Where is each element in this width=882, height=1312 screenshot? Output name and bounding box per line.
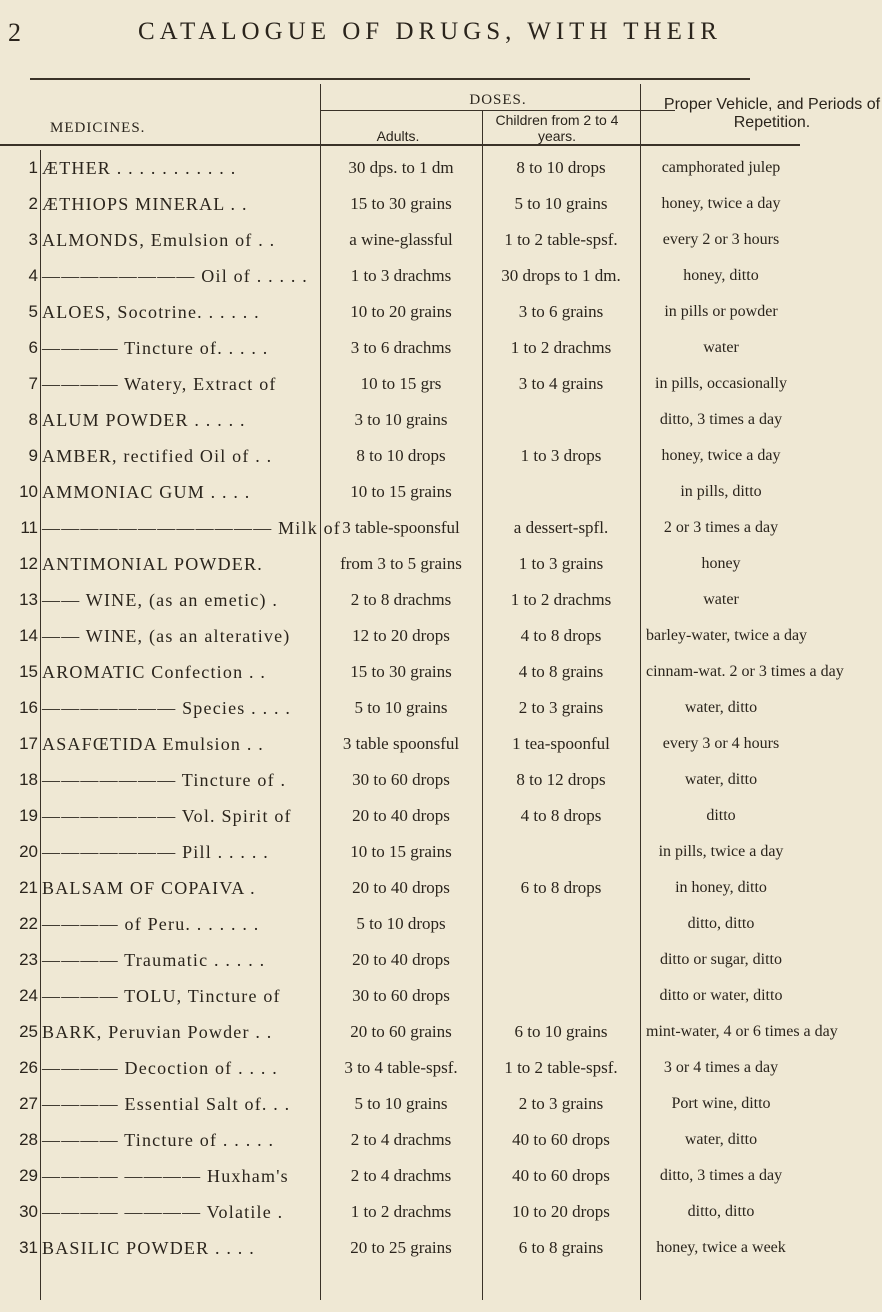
table-header — [0, 84, 881, 144]
header-rule — [0, 144, 800, 146]
table-row — [0, 762, 800, 798]
row-number: 16 — [19, 698, 38, 717]
medicine-name: ÆTHER . . . . . . . . . . . — [42, 158, 237, 178]
table-row — [0, 186, 800, 222]
table-row — [0, 690, 800, 726]
child-dose: 2 to 3 grains — [518, 1094, 604, 1113]
row-number: 12 — [19, 554, 38, 573]
row-number: 2 — [28, 194, 38, 213]
medicine-name: ———————————— Milk of — [42, 518, 342, 538]
row-number: 6 — [28, 338, 38, 357]
vehicle-repetition: honey, twice a day — [661, 195, 781, 212]
adult-dose: 3 table spoonsful — [342, 734, 460, 753]
adult-dose: 15 to 30 grains — [350, 194, 452, 213]
child-dose: 1 to 2 drachms — [510, 590, 612, 609]
medicine-name: BALSAM OF COPAIVA . — [42, 878, 256, 898]
row-number: 31 — [19, 1238, 38, 1257]
table-row — [0, 1014, 838, 1050]
row-number: 5 — [28, 302, 38, 321]
child-dose: 6 to 10 grains — [514, 1022, 608, 1041]
adult-dose: 30 dps. to 1 dm — [348, 158, 454, 177]
table-row — [0, 438, 800, 474]
medicine-name: ALUM POWDER . . . . . — [42, 410, 246, 430]
vehicle-repetition: ditto or water, ditto — [659, 987, 783, 1004]
adult-dose: 20 to 40 drops — [352, 806, 450, 825]
row-number: 26 — [19, 1058, 38, 1077]
row-number: 25 — [19, 1022, 38, 1041]
table-row — [0, 906, 800, 942]
header-doses: DOSES. — [469, 92, 527, 108]
vehicle-repetition: ditto, ditto — [687, 1203, 755, 1220]
medicine-name: ——————— Species . . . . — [42, 698, 292, 718]
child-dose: 4 to 8 drops — [520, 806, 602, 825]
vehicle-repetition: 3 or 4 times a day — [663, 1059, 779, 1076]
vehicle-repetition: water, ditto — [684, 1131, 758, 1148]
child-dose: 3 to 6 grains — [518, 302, 604, 321]
adult-dose: 5 to 10 drops — [356, 914, 446, 933]
vehicle-repetition: ditto, ditto — [687, 915, 755, 932]
child-dose: 1 to 2 table-spsf. — [504, 230, 618, 249]
medicine-name: ANTIMONIAL POWDER. — [42, 554, 263, 574]
running-title: CATALOGUE OF DRUGS, WITH THEIR — [138, 18, 722, 45]
child-dose: 6 to 8 drops — [520, 878, 602, 897]
adult-dose: 30 to 60 drops — [352, 770, 450, 789]
table-row — [0, 942, 800, 978]
child-dose: 40 to 60 drops — [512, 1166, 610, 1185]
table-row — [0, 258, 800, 294]
table-row — [0, 1158, 800, 1194]
row-number: 18 — [19, 770, 38, 789]
table-row — [0, 510, 800, 546]
adult-dose: 2 to 8 drachms — [350, 590, 452, 609]
vehicle-repetition: in pills, ditto — [680, 483, 762, 500]
table-row — [0, 798, 800, 834]
adult-dose: from 3 to 5 grains — [340, 554, 462, 573]
adult-dose: 8 to 10 drops — [356, 446, 446, 465]
table-row — [0, 726, 800, 762]
page-number: 2 — [8, 18, 21, 47]
medicine-name: —— WINE, (as an emetic) . — [42, 590, 279, 610]
child-dose: 1 to 2 drachms — [510, 338, 612, 357]
row-number: 27 — [19, 1094, 38, 1113]
row-number: 11 — [20, 518, 38, 537]
vehicle-repetition: 2 or 3 times a day — [663, 519, 779, 536]
vehicle-repetition: ditto — [706, 807, 736, 824]
medicine-name: ÆTHIOPS MINERAL . . — [42, 194, 248, 214]
adult-dose: 3 to 10 grains — [354, 410, 448, 429]
medicine-name: ———— of Peru. . . . . . . — [42, 914, 260, 934]
vehicle-repetition: honey, twice a day — [661, 447, 781, 464]
vehicle-repetition: water, ditto — [684, 699, 758, 716]
vehicle-repetition: Port wine, ditto — [671, 1095, 771, 1112]
adult-dose: 20 to 25 grains — [350, 1238, 452, 1257]
table-row — [0, 1122, 800, 1158]
child-dose: 1 to 3 grains — [518, 554, 604, 573]
table-row — [0, 1050, 800, 1086]
adult-dose: 1 to 2 drachms — [350, 1202, 452, 1221]
table-row — [0, 618, 808, 654]
row-number: 9 — [28, 446, 38, 465]
adult-dose: 1 to 3 drachms — [350, 266, 452, 285]
vehicle-repetition: honey — [701, 555, 741, 572]
medicine-name: ——————— Pill . . . . . — [42, 842, 269, 862]
medicine-name: ———— ———— Volatile . — [42, 1202, 284, 1222]
adult-dose: 20 to 40 drops — [352, 878, 450, 897]
vehicle-repetition: ditto, 3 times a day — [659, 1167, 783, 1184]
row-number: 10 — [19, 482, 38, 501]
table-row — [0, 834, 800, 870]
medicine-name: ———— Tincture of. . . . . — [42, 338, 269, 358]
child-dose: 30 drops to 1 dm. — [501, 266, 621, 285]
adult-dose: 5 to 10 grains — [354, 698, 448, 717]
adult-dose: 30 to 60 drops — [352, 986, 450, 1005]
vehicle-repetition: in pills, twice a day — [658, 843, 784, 860]
vehicle-repetition: cinnam-wat. 2 or 3 times a day — [646, 663, 844, 680]
row-number: 8 — [28, 410, 38, 429]
medicine-name: ———— Decoction of . . . . — [42, 1058, 278, 1078]
table-row — [0, 330, 800, 366]
table-row — [0, 366, 800, 402]
medicine-name: BARK, Peruvian Powder . . — [42, 1022, 273, 1042]
child-dose: 1 to 2 table-spsf. — [504, 1058, 618, 1077]
child-dose: 10 to 20 drops — [512, 1202, 610, 1221]
row-number: 3 — [28, 230, 38, 249]
child-dose: 4 to 8 drops — [520, 626, 602, 645]
medicine-name: ———— Watery, Extract of — [42, 374, 277, 394]
medicine-name: ——————— Tincture of . — [42, 770, 287, 790]
row-number: 20 — [19, 842, 38, 861]
medicine-name: ——————— Vol. Spirit of — [42, 806, 292, 826]
child-dose: 6 to 8 grains — [518, 1238, 604, 1257]
row-number: 14 — [19, 626, 38, 645]
header-medicines: MEDICINES. — [50, 120, 146, 136]
vehicle-repetition: honey, twice a week — [656, 1239, 786, 1256]
vehicle-repetition: water — [703, 591, 739, 608]
table-row — [0, 978, 800, 1014]
adult-dose: 5 to 10 grains — [354, 1094, 448, 1113]
adult-dose: 3 to 4 table-spsf. — [344, 1058, 458, 1077]
medicine-name: AMBER, rectified Oil of . . — [42, 446, 273, 466]
medicine-name: ———— ———— Huxham's — [42, 1166, 289, 1186]
table-row — [0, 222, 800, 258]
adult-dose: 10 to 15 grains — [350, 482, 452, 501]
adult-dose: 10 to 15 grs — [360, 374, 442, 393]
vehicle-repetition: in honey, ditto — [675, 879, 767, 896]
adult-dose: 15 to 30 grains — [350, 662, 452, 681]
vehicle-repetition: every 3 or 4 hours — [662, 735, 780, 752]
medicine-name: ———— Tincture of . . . . . — [42, 1130, 275, 1150]
child-dose: 1 to 3 drops — [520, 446, 602, 465]
row-number: 28 — [19, 1130, 38, 1149]
vehicle-repetition: in pills or powder — [664, 303, 778, 320]
medicine-name: BASILIC POWDER . . . . — [42, 1238, 255, 1258]
vehicle-repetition: ditto, 3 times a day — [659, 411, 783, 428]
child-dose: 4 to 8 grains — [518, 662, 604, 681]
medicine-name: ALOES, Socotrine. . . . . . — [42, 302, 260, 322]
header-children: Children from 2 to 4 years. — [495, 112, 619, 144]
row-number: 15 — [19, 662, 38, 681]
row-number: 17 — [19, 734, 38, 753]
row-number: 30 — [19, 1202, 38, 1221]
adult-dose: 2 to 4 drachms — [350, 1166, 452, 1185]
table-row — [0, 402, 800, 438]
vehicle-repetition: every 2 or 3 hours — [662, 231, 780, 248]
medicine-name: AROMATIC Confection . . — [42, 662, 267, 682]
row-number: 22 — [19, 914, 38, 933]
vehicle-repetition: camphorated julep — [661, 159, 781, 176]
child-dose: a dessert-spfl. — [513, 518, 609, 537]
vehicle-repetition: mint-water, 4 or 6 times a day — [646, 1023, 838, 1040]
table-row — [0, 654, 844, 690]
adult-dose: 20 to 40 drops — [352, 950, 450, 969]
row-number: 23 — [19, 950, 38, 969]
medicine-name: ALMONDS, Emulsion of . . — [42, 230, 276, 250]
vehicle-repetition: barley-water, twice a day — [646, 627, 808, 644]
row-number: 24 — [19, 986, 38, 1005]
child-dose: 3 to 4 grains — [518, 374, 604, 393]
table-row — [0, 546, 800, 582]
vehicle-repetition: honey, ditto — [683, 267, 759, 284]
adult-dose: 20 to 60 grains — [350, 1022, 452, 1041]
top-rule — [30, 78, 750, 80]
vehicle-repetition: ditto or sugar, ditto — [659, 951, 782, 968]
child-dose: 2 to 3 grains — [518, 698, 604, 717]
adult-dose: 3 to 6 drachms — [350, 338, 452, 357]
medicine-name: ———————— Oil of . . . . . — [42, 266, 308, 286]
header-vehicle: Proper Vehicle, and Periods of Repetition. — [663, 96, 881, 131]
header-adults: Adults. — [376, 128, 420, 144]
child-dose: 1 tea-spoonful — [512, 734, 610, 753]
medicine-name: ———— Traumatic . . . . . — [42, 950, 266, 970]
table-row — [0, 1086, 800, 1122]
row-number: 7 — [28, 374, 38, 393]
table-row — [0, 1230, 800, 1266]
medicine-name: —— WINE, (as an alterative) — [42, 626, 291, 646]
vehicle-repetition: in pills, occasionally — [655, 375, 787, 392]
row-number: 4 — [28, 266, 38, 285]
table-row — [0, 582, 800, 618]
adult-dose: 10 to 20 grains — [350, 302, 452, 321]
vehicle-repetition: water — [703, 339, 739, 356]
medicine-name: ———— Essential Salt of. . . — [42, 1094, 291, 1114]
medicine-name: ———— TOLU, Tincture of — [42, 986, 281, 1006]
medicine-name: ASAFŒTIDA Emulsion . . — [42, 734, 264, 754]
table-row — [0, 294, 800, 330]
row-number: 13 — [19, 590, 38, 609]
table-row — [0, 1194, 800, 1230]
table-row — [0, 474, 800, 510]
vehicle-repetition: water, ditto — [684, 771, 758, 788]
row-number: 29 — [19, 1166, 38, 1185]
adult-dose: 2 to 4 drachms — [350, 1130, 452, 1149]
row-number: 1 — [28, 158, 38, 177]
table-row — [0, 150, 800, 186]
row-number: 19 — [19, 806, 38, 825]
medicine-name: AMMONIAC GUM . . . . — [42, 482, 251, 502]
doses-underline — [320, 110, 675, 111]
child-dose: 5 to 10 grains — [514, 194, 608, 213]
row-number: 21 — [19, 878, 38, 897]
child-dose: 8 to 12 drops — [516, 770, 606, 789]
adult-dose: a wine-glassful — [349, 230, 453, 249]
table-row — [0, 870, 800, 906]
adult-dose: 10 to 15 grains — [350, 842, 452, 861]
page-header — [0, 18, 800, 58]
adult-dose: 3 table-spoonsful — [342, 518, 460, 537]
child-dose: 40 to 60 drops — [512, 1130, 610, 1149]
adult-dose: 12 to 20 drops — [352, 626, 450, 645]
child-dose: 8 to 10 drops — [516, 158, 606, 177]
